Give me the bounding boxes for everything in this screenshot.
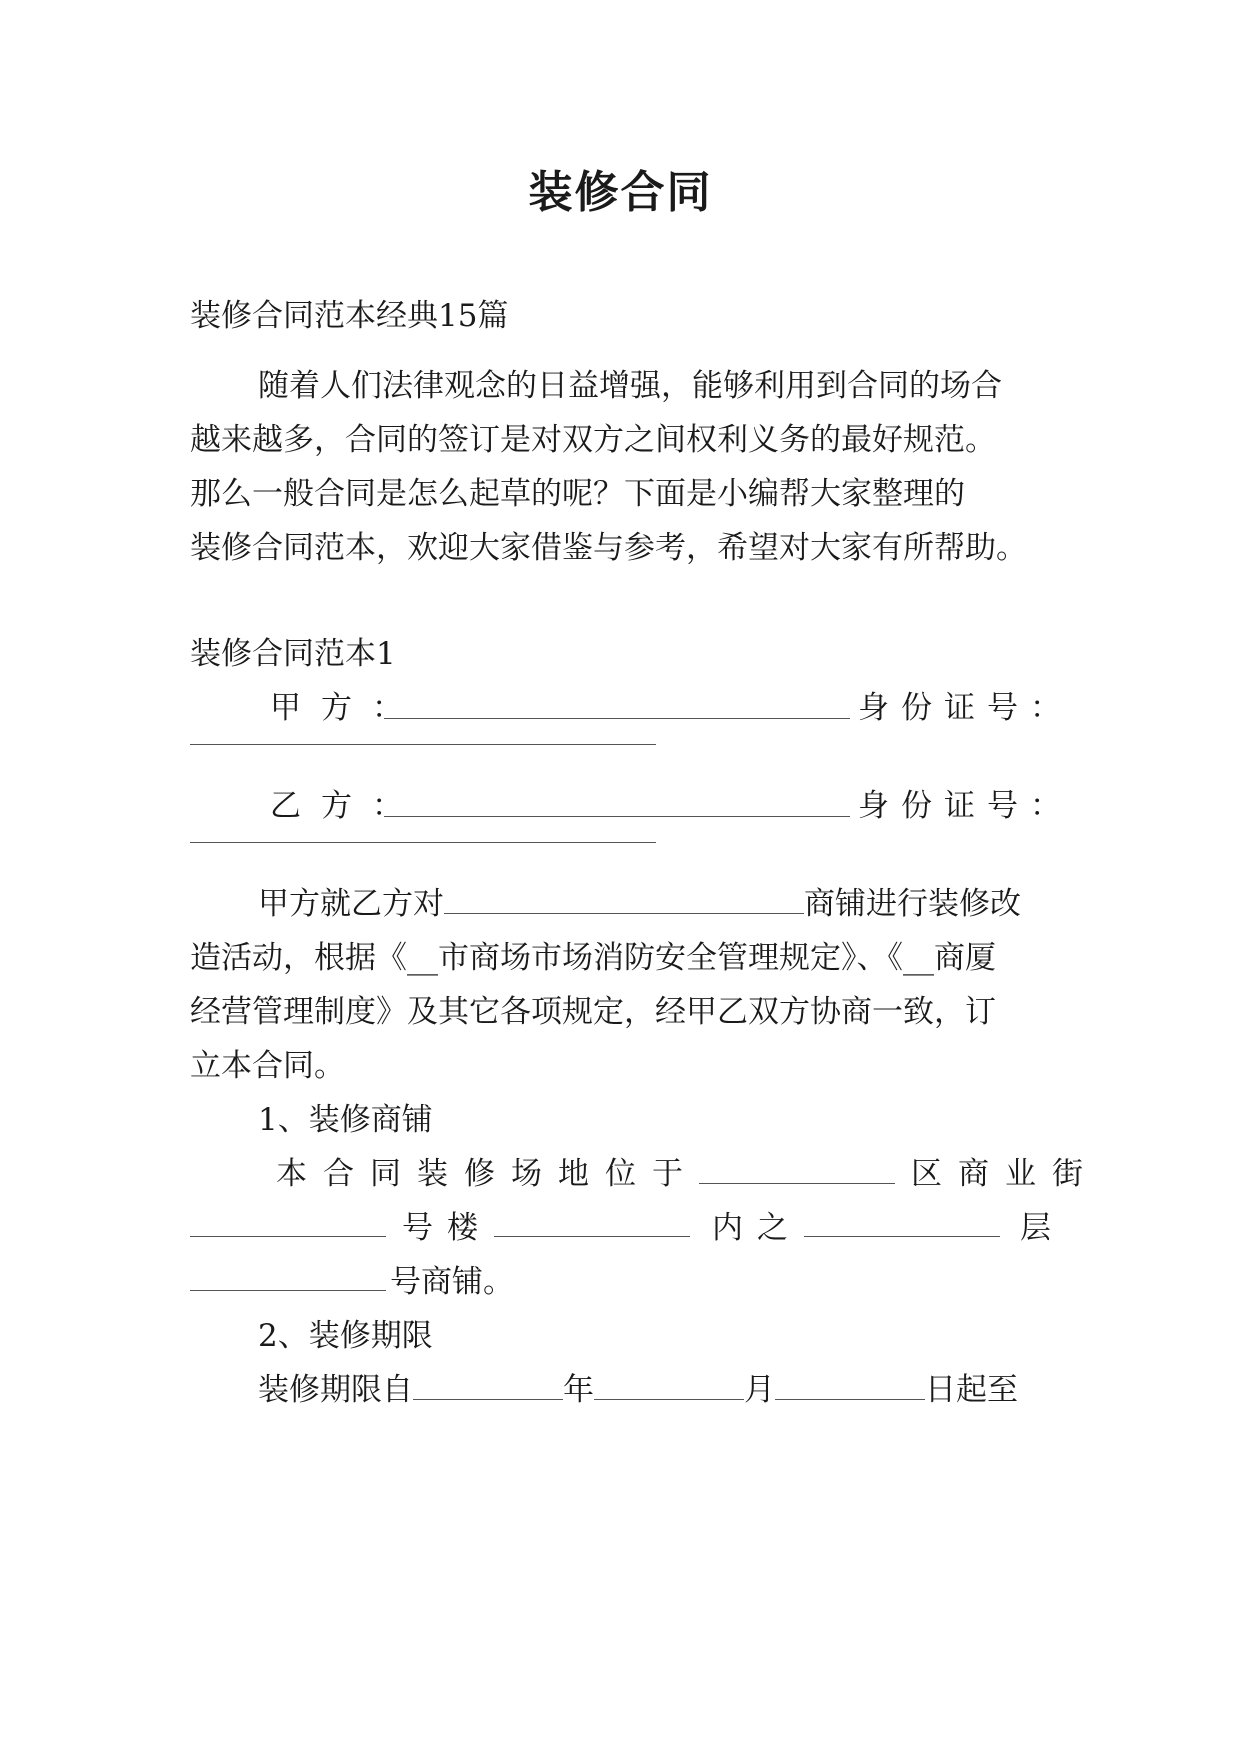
party-a-id-label: 身份证号：: [858, 690, 1073, 726]
item1-text-c-row: [402, 1208, 492, 1248]
item1-text-e: 层: [1020, 1210, 1051, 1246]
building-blank[interactable]: [190, 1236, 386, 1237]
party-a-row: [270, 688, 423, 728]
clause-intro-text-b: 商铺进行装修改: [804, 886, 1021, 922]
item1-text-e-row: [1020, 1208, 1051, 1248]
item1-text-f-row: [390, 1262, 514, 1302]
item1-heading: 1、装修商铺: [258, 1102, 433, 1138]
clause-intro-text-a: 甲方就乙方对: [258, 886, 444, 922]
item2-line-1: [258, 1370, 1018, 1410]
item2-heading: 2、装修期限: [258, 1318, 433, 1354]
item2-text-d: 日起至: [925, 1372, 1018, 1408]
item2-text-b: 年: [563, 1372, 594, 1408]
section-heading: 装修合同范本1: [190, 636, 396, 672]
start-year-blank[interactable]: [413, 1371, 563, 1400]
party-a-id-row: [858, 688, 1073, 728]
party-b-row: [270, 786, 423, 826]
item2-text-c: 月: [744, 1372, 775, 1408]
shop-number-blank[interactable]: [190, 1290, 386, 1291]
floor-blank[interactable]: [804, 1236, 1000, 1237]
item1-text-d-row: [712, 1208, 802, 1248]
party-b-blank[interactable]: [384, 816, 850, 817]
mall-blank[interactable]: [494, 1236, 690, 1237]
intro-line-2: 越来越多，合同的签订是对双方之间权利义务的最好规范。: [190, 422, 996, 458]
party-a-blank[interactable]: [384, 718, 850, 719]
item2-text-a: 装修期限自: [258, 1372, 413, 1408]
party-b-id-blank[interactable]: [190, 842, 656, 843]
district-blank[interactable]: [699, 1155, 895, 1184]
party-b-id-row: [858, 786, 1073, 826]
item1-text-d: 内之: [712, 1210, 802, 1246]
document-title: 装修合同: [528, 167, 713, 218]
item1-text-f: 号商铺。: [390, 1264, 514, 1300]
start-month-blank[interactable]: [594, 1371, 744, 1400]
start-day-blank[interactable]: [775, 1371, 925, 1400]
intro-line-4: 装修合同范本，欢迎大家借鉴与参考，希望对大家有所帮助。: [190, 530, 1027, 566]
clause-intro-line-3: 经营管理制度》及其它各项规定，经甲乙双方协商一致，订: [190, 994, 996, 1030]
party-b-id-label: 身份证号：: [858, 788, 1073, 824]
clause-intro-line-1: [258, 884, 1021, 924]
intro-line-1: 随着人们法律观念的日益增强，能够利用到合同的场合: [258, 368, 1002, 404]
clause-intro-blank[interactable]: [444, 885, 804, 914]
item1-text-b: 区商业街: [911, 1156, 1099, 1192]
document-subtitle: 装修合同范本经典15篇: [190, 298, 509, 334]
clause-intro-line-4: 立本合同。: [190, 1048, 345, 1084]
item1-line-1: [276, 1154, 1099, 1194]
party-a-id-blank[interactable]: [190, 744, 656, 745]
party-a-label: 甲方：: [270, 690, 423, 726]
intro-line-3: 那么一般合同是怎么起草的呢？下面是小编帮大家整理的: [190, 476, 965, 512]
item1-text-a: 本合同装修场地位于: [276, 1156, 699, 1192]
item1-text-c: 号楼: [402, 1210, 492, 1246]
clause-intro-line-2: 造活动，根据《__市商场市场消防安全管理规定》、《__商厦: [190, 940, 996, 976]
party-b-label: 乙方：: [270, 788, 423, 824]
